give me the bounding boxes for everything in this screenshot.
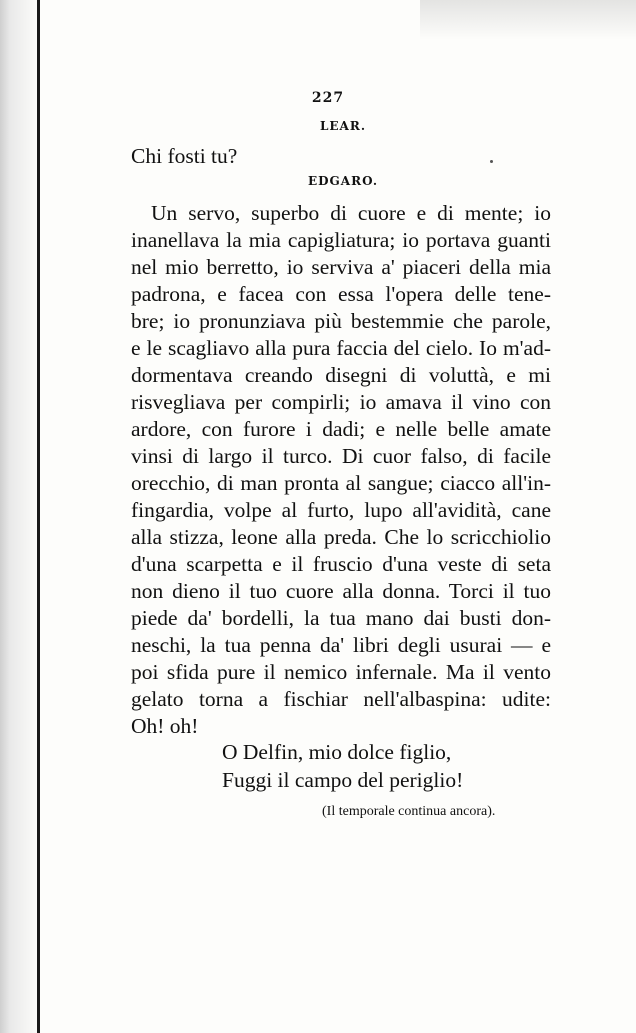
stage-direction: (Il temporale continua ancora). <box>322 804 496 819</box>
speech-line: alla stizza, leone alla preda. Che lo scricchiolio <box>131 525 551 549</box>
speech-line: piede da' bordelli, la tua mano dai busti don- <box>131 606 551 630</box>
speech-line: poi sfida pure il nemico infernale. Ma il vento <box>131 660 551 684</box>
speech-line: neschi, la tua penna da' libri degli usurai — e <box>131 633 551 657</box>
verse-line: Fuggi il campo del periglio! <box>222 768 464 792</box>
speech-line: gelato torna a fischiar nell'albaspina: udite: <box>131 687 551 711</box>
speech-line: non dieno il tuo cuore alla donna. Torci il tuo <box>131 579 551 603</box>
speech-line: inanellava la mia capigliatura; io portava guanti <box>131 228 551 252</box>
lear-line: Chi fosti tu? <box>131 144 238 168</box>
speech-line: nel mio berretto, io serviva a' piaceri della mia <box>131 255 551 279</box>
speech-line: d'una scarpetta e il fruscio d'una veste di seta <box>131 552 551 576</box>
page-stain <box>420 0 636 40</box>
binding-edge <box>37 0 40 1033</box>
speech-last-line: Oh! oh! <box>131 714 199 738</box>
verse-line: O Delfin, mio dolce figlio, <box>222 740 452 764</box>
ink-speck <box>490 160 493 163</box>
speech-line: orecchio, di man pronta al sangue; ciacco all'in- <box>131 471 551 495</box>
speech-line: ardore, con furore i dadi; e nelle belle amate <box>131 417 551 441</box>
speech-line: risvegliava per compirli; io amava il vino con <box>131 390 551 414</box>
speech-line: vinsi di largo il turco. Di cuor falso, di facile <box>131 444 551 468</box>
speaker-edgar: EDGARO. <box>307 174 378 188</box>
binding-shadow <box>0 0 40 1033</box>
speech-line: dormentava creando disegni di voluttà, e mi <box>131 363 551 387</box>
speech-line: Un servo, superbo di cuore e di mente; io <box>151 201 551 225</box>
speech-line: e le scagliavo alla pura faccia del cielo. Io m'ad- <box>131 336 551 360</box>
speech-line: fingardia, volpe al furto, lupo all'avidità, cane <box>131 498 551 522</box>
speech-line: padrona, e facea con essa l'opera delle tene- <box>131 282 551 306</box>
speech-line: bre; io pronunziava più bestemmie che parole, <box>131 309 551 333</box>
page-number: 227 <box>311 90 345 106</box>
speaker-lear: LEAR. <box>319 119 367 133</box>
